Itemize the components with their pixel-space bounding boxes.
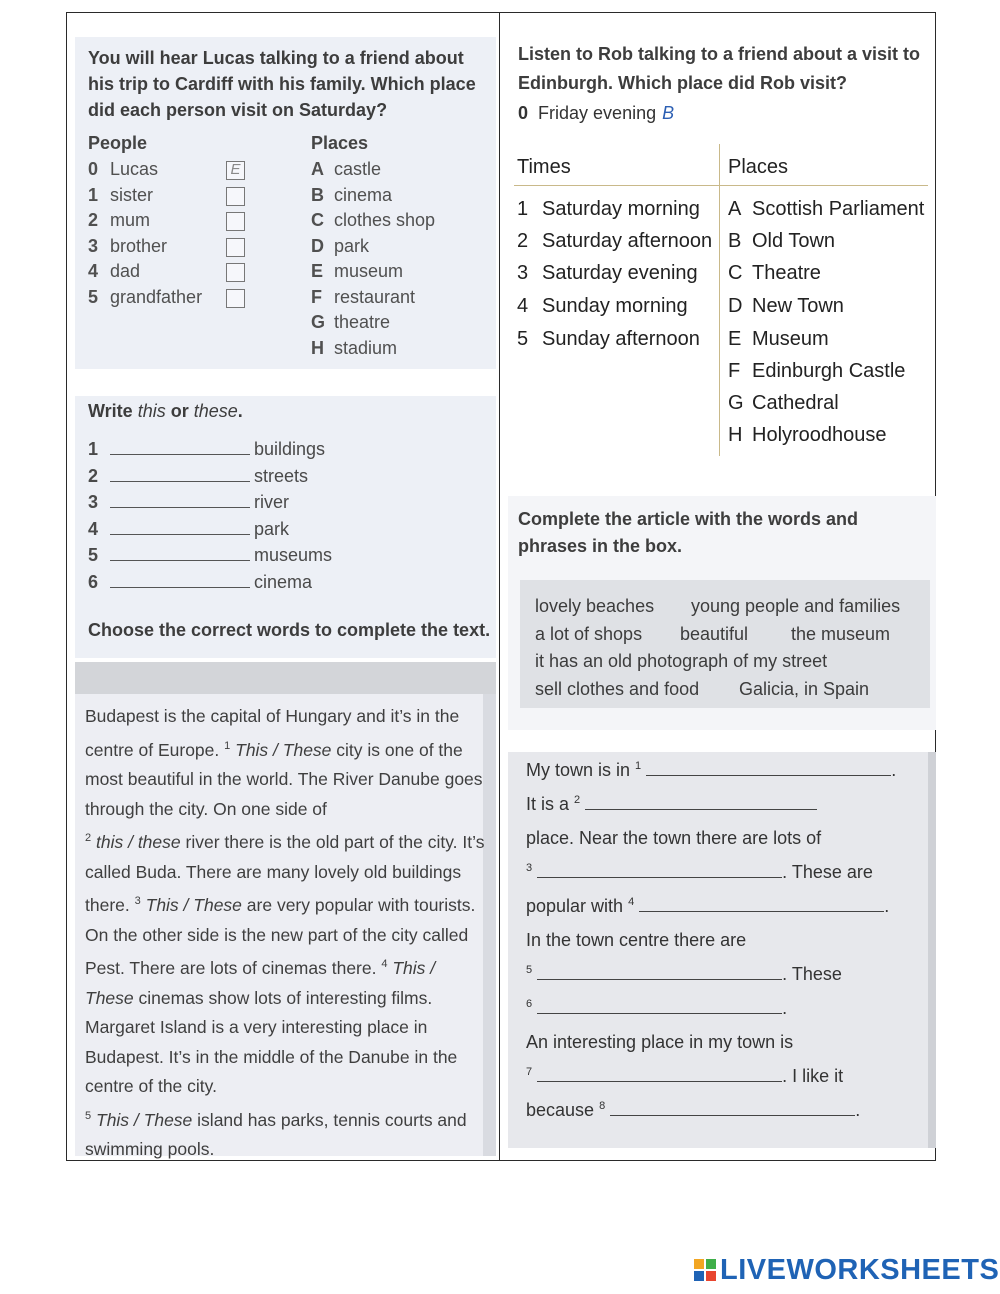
rob-place-row: G Cathedral bbox=[728, 392, 839, 414]
article-blank-7[interactable] bbox=[537, 1068, 782, 1082]
write-item: 2 streets bbox=[88, 466, 309, 486]
answer-box-lucas: E bbox=[226, 161, 245, 180]
person-row: 4 dad bbox=[88, 261, 141, 281]
time-row: 4 Sunday morning bbox=[517, 295, 688, 317]
write-blank-3[interactable] bbox=[110, 494, 250, 508]
write-blank-1[interactable] bbox=[110, 441, 250, 455]
person-row: 2 mum bbox=[88, 210, 150, 230]
column-divider bbox=[499, 12, 500, 1161]
divider-band bbox=[75, 662, 496, 694]
place-row: A castle bbox=[311, 159, 382, 179]
write-item: 1 buildings bbox=[88, 439, 326, 459]
person-row: 3 brother bbox=[88, 236, 168, 256]
answer-box-sister[interactable] bbox=[226, 187, 245, 206]
liveworksheets-logo bbox=[694, 1254, 999, 1286]
my-town-article bbox=[508, 752, 936, 1148]
table-header-rule bbox=[514, 185, 928, 186]
word-box bbox=[520, 580, 930, 708]
article-blank-2[interactable] bbox=[585, 796, 817, 810]
people-header: People bbox=[88, 133, 148, 153]
places-header: Places bbox=[311, 133, 369, 153]
article-line: popular with $^4$ . bbox=[526, 896, 890, 916]
time-row: 5 Sunday afternoon bbox=[517, 328, 700, 350]
lucas-instructions: You will hear Lucas talking to a friend about his trip to Cardiff with his family. Which place did each person visit on Saturday? bbox=[88, 48, 476, 120]
place-row: E museum bbox=[311, 261, 404, 281]
word-option: sell clothes and food bbox=[535, 679, 700, 699]
rob-place-row: H Holyroodhouse bbox=[728, 424, 887, 446]
article-blank-6[interactable] bbox=[537, 1000, 782, 1014]
answer-box-grandfather[interactable] bbox=[226, 289, 245, 308]
article-line: My town is in $^1$ . bbox=[526, 760, 897, 780]
person-row: 5 grandfather bbox=[88, 287, 203, 307]
choice-1[interactable]: This / These bbox=[235, 739, 332, 760]
table-vertical-rule bbox=[719, 144, 720, 456]
time-row: 2 Saturday afternoon bbox=[517, 230, 713, 252]
rob-place-row: F Edinburgh Castle bbox=[728, 360, 906, 382]
article-blank-1[interactable] bbox=[646, 762, 891, 776]
brand-text: LIVEWORKSHEETS bbox=[720, 1253, 1000, 1286]
write-blank-4[interactable] bbox=[110, 521, 250, 535]
place-row: B cinema bbox=[311, 185, 393, 205]
choice-2[interactable]: this / these bbox=[96, 832, 181, 853]
article-line: $^6$ . bbox=[526, 998, 788, 1018]
place-row: H stadium bbox=[311, 338, 398, 358]
word-option: a lot of shops bbox=[535, 624, 643, 644]
rob-place-row: A Scottish Parliament bbox=[728, 198, 925, 220]
answer-box-brother[interactable] bbox=[226, 238, 245, 257]
complete-article-exercise bbox=[508, 496, 936, 730]
word-option: beautiful bbox=[680, 624, 749, 644]
choice-4[interactable]: This / These bbox=[85, 958, 436, 1008]
word-option: young people and families bbox=[691, 596, 901, 616]
places-header-rob: Places bbox=[728, 156, 789, 178]
rob-place-row: C Theatre bbox=[728, 262, 821, 284]
place-row: F restaurant bbox=[311, 287, 416, 307]
write-this-these-exercise bbox=[75, 396, 496, 658]
place-row: D park bbox=[311, 236, 370, 256]
rob-example: 0 Friday evening B bbox=[518, 103, 675, 123]
times-header: Times bbox=[517, 156, 571, 178]
article-line: $^5$ . These bbox=[526, 964, 842, 984]
article-blank-5[interactable] bbox=[537, 966, 782, 980]
word-option: the museum bbox=[791, 624, 891, 644]
rob-place-row: D New Town bbox=[728, 295, 844, 317]
write-instructions: Write this or these. bbox=[88, 401, 243, 421]
rob-instructions: Listen to Rob talking to a friend about a visit to Edinburgh. Which place did Rob visit? bbox=[518, 44, 921, 93]
rob-table bbox=[508, 144, 928, 456]
lucas-exercise bbox=[75, 37, 496, 369]
rob-place-row: E Museum bbox=[728, 328, 829, 350]
article-line: place. Near the town there are lots of bbox=[526, 828, 822, 848]
right-border-strip bbox=[928, 752, 936, 1148]
article-line: because $^8$ . bbox=[526, 1100, 861, 1120]
write-item: 5 museums bbox=[88, 545, 333, 565]
article-line: $^3$ . These are bbox=[526, 862, 873, 882]
time-row: 1 Saturday morning bbox=[517, 198, 700, 220]
write-blank-6[interactable] bbox=[110, 574, 250, 588]
place-row: C clothes shop bbox=[311, 210, 436, 230]
time-row: 3 Saturday evening bbox=[517, 262, 698, 284]
article-line: It is a $^2$ bbox=[526, 794, 817, 815]
person-row: 0 Lucas bbox=[88, 159, 159, 179]
liveworksheets-icon bbox=[694, 1259, 716, 1281]
word-option: it has an old photograph of my street bbox=[535, 651, 828, 671]
write-item: 4 park bbox=[88, 519, 290, 539]
article-blank-4[interactable] bbox=[639, 898, 884, 912]
article-line: An interesting place in my town is bbox=[526, 1032, 794, 1052]
choose-instructions: Choose the correct words to complete the text. bbox=[88, 620, 491, 640]
article-line: In the town centre there are bbox=[526, 930, 747, 950]
complete-instructions: Complete the article with the words and phrases in the box. bbox=[518, 509, 859, 556]
choice-5[interactable]: This / These bbox=[96, 1109, 193, 1130]
word-option: Galicia, in Spain bbox=[739, 679, 870, 699]
person-row: 1 sister bbox=[88, 185, 154, 205]
article-blank-3[interactable] bbox=[537, 864, 782, 878]
word-option: lovely beaches bbox=[535, 596, 655, 616]
answer-box-mum[interactable] bbox=[226, 212, 245, 231]
place-row: G theatre bbox=[311, 312, 391, 332]
choice-3[interactable]: This / These bbox=[145, 895, 242, 916]
write-blank-2[interactable] bbox=[110, 468, 250, 482]
write-item: 3 river bbox=[88, 492, 289, 512]
write-blank-5[interactable] bbox=[110, 547, 250, 561]
budapest-paragraph: Budapest is the capital of Hungary and it’s in the centre of Europe. $^1$ This / These city is one of the most beautiful in the world. The River Danube goes through the city. On one side of $^2$ this / these river there is the old part of the city. It’s called Buda. There are many lovely old buildings there. $^3$ This / These are very popular with tourists. On the other side is the new part of the city called Pest. There are lots of cinemas there. $^4$ This / These cinemas show lots of interesting films. Margaret Island is a very interesting place in Budapest. It’s in the middle of the Danube in the centre of the city. $^5$ This / These island has parks, tennis courts and swimming pools. bbox=[85, 706, 485, 1160]
article-line: $^7$ . I like it bbox=[526, 1066, 844, 1086]
write-item: 6 cinema bbox=[88, 572, 313, 592]
rob-place-row: B Old Town bbox=[728, 230, 836, 252]
answer-box-dad[interactable] bbox=[226, 263, 245, 282]
budapest-text bbox=[75, 694, 496, 1160]
article-blank-8[interactable] bbox=[610, 1102, 855, 1116]
rob-exercise bbox=[505, 35, 933, 135]
